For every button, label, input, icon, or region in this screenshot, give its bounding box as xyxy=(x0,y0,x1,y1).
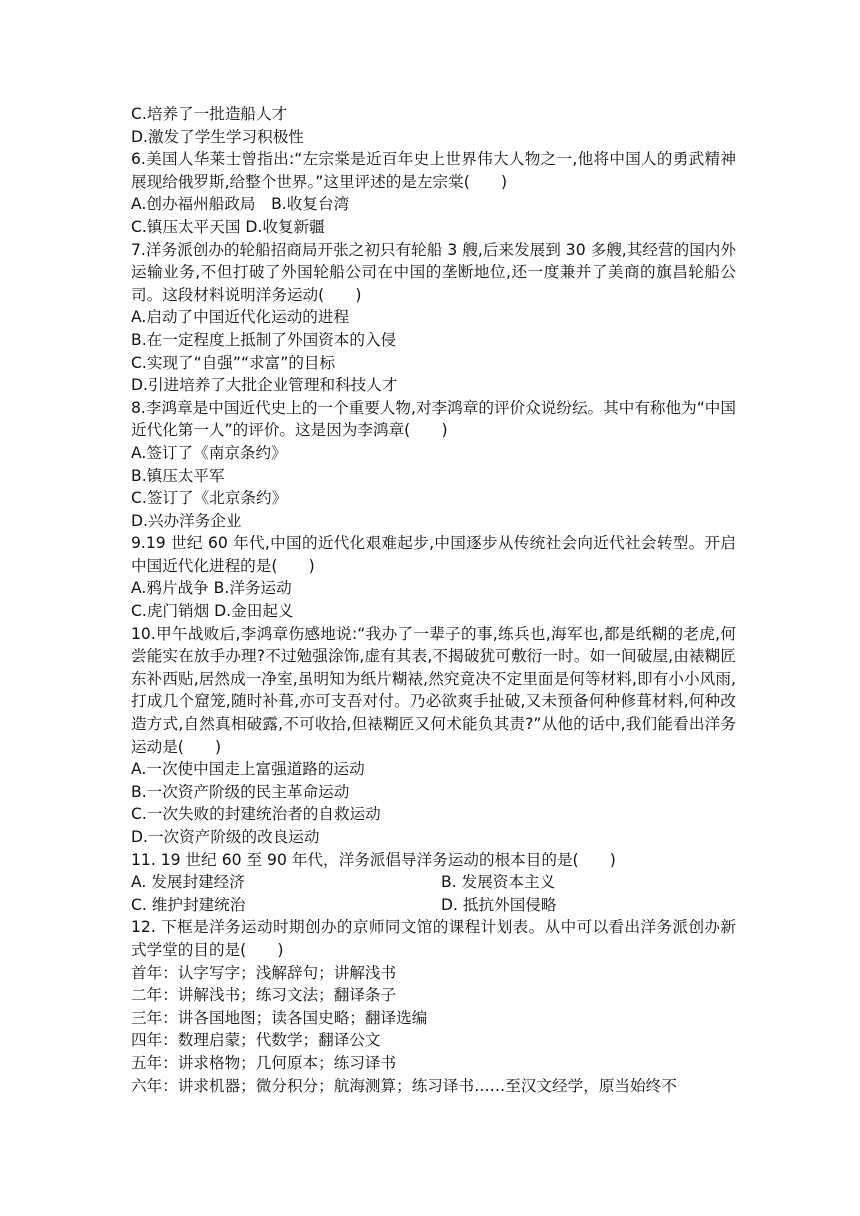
q8-option-c: C.签订了《北京条约》 xyxy=(131,489,288,508)
q10-option-d: D.一次资产阶级的改良运动 xyxy=(131,828,320,846)
q5-option-c: C.培养了一批造船人才 xyxy=(131,105,288,123)
q7-option-a: A.启动了中国近代化运动的进程 xyxy=(131,308,350,327)
q6-options-cd: C.镇压太平天国 D.收复新疆 xyxy=(131,217,325,236)
q9-stem: 9.19 世纪 60 年代,中国的近代化艰难起步,中国逐步从传统社会向近代社会转型。开启中国近代化进程的是( ) xyxy=(131,534,736,575)
q8-option-a: A.签订了《南京条约》 xyxy=(131,443,287,462)
q5-option-d: D.激发了学生学习积极性 xyxy=(131,127,304,146)
q11-option-c: C. 维护封建统治 xyxy=(131,895,246,914)
q10-option-c: C.一次失败的封建统治者的自救运动 xyxy=(131,805,381,824)
q9-options-ab: A.鸦片战争 B.洋务运动 xyxy=(131,579,292,598)
q7-option-d: D.引进培养了大批企业管理和科技人才 xyxy=(131,376,398,395)
q7-stem: 7.洋务派创办的轮船招商局开张之初只有轮船 3 艘,后来发展到 30 多艘,其经营的国内外运输业务,不但打破了外国轮船公司在中国的垄断地位,还一度兼并了美商的旗昌轮船公司。这段材料说明洋务运动( ) xyxy=(131,240,736,304)
q11-options-row-1 xyxy=(131,871,736,894)
q9-options-cd: C.虎门销烟 D.金田起义 xyxy=(131,602,294,621)
q12-stem: 12. 下框是洋务运动时期创办的京师同文馆的课程计划表。从中可以看出洋务派创办新式学堂的目的是( ) xyxy=(131,918,736,959)
question-text-column xyxy=(131,103,736,1097)
q11-options-row-2 xyxy=(131,894,736,917)
curriculum-year-1: 首年：认字写字；浅解辞句；讲解浅书 xyxy=(131,963,397,982)
q10-option-b: B.一次资产阶级的民主革命运动 xyxy=(131,782,350,801)
q11-option-a: A. 发展封建经济 xyxy=(131,873,245,892)
q6-stem: 6.美国人华莱士曾指出:“左宗棠是近百年史上世界伟大人物之一,他将中国人的勇武精神展现给俄罗斯,给整个世界。”这里评述的是左宗棠( ) xyxy=(131,150,736,191)
curriculum-year-5: 五年：讲求格物；几何原本；练习译书 xyxy=(131,1053,397,1072)
curriculum-year-4: 四年：数理启蒙；代数学；翻译公文 xyxy=(131,1031,381,1050)
q8-option-d: D.兴办洋务企业 xyxy=(131,511,242,530)
q11-option-b: B. 发展资本主义 xyxy=(441,873,556,892)
curriculum-year-6: 六年：讲求机器；微分积分；航海测算；练习译书……至汉文经学，原当始终不 xyxy=(131,1076,677,1095)
q7-option-c: C.实现了“自强”“求富”的目标 xyxy=(131,353,336,372)
q6-options-ab: A.创办福州船政局 B.收复台湾 xyxy=(131,195,350,214)
curriculum-year-2: 二年：讲解浅书；练习文法；翻译条子 xyxy=(131,986,397,1005)
q11-option-d: D. 抵抗外国侵略 xyxy=(441,895,557,914)
q10-stem: 10.甲午战败后,李鸿章伤感地说:“我办了一辈子的事,练兵也,海军也,都是纸糊的老虎,何尝能实在放手办理?不过勉强涂饰,虚有其表,不揭破犹可敷衍一时。如一间破屋,由裱糊匠东补西贴,居然成一净室,虽明知为纸片糊裱,然究竟决不定里面是何等材料,即有小小风雨,打成几个窟笼,随时补葺,亦可支吾对付。乃必欲爽手扯破,又未预备何种修葺材料,何种改造方式,自然真相破露,不可收拾,但裱糊匠又何术能负其责?”从他的话中,我们能看出洋务运动是( ) xyxy=(131,624,736,756)
q10-option-a: A.一次使中国走上富强道路的运动 xyxy=(131,760,365,779)
q7-option-b: B.在一定程度上抵制了外国资本的入侵 xyxy=(131,330,397,349)
q8-stem: 8.李鸿章是中国近代史上的一个重要人物,对李鸿章的评价众说纷纭。其中有称他为“中国近代化第一人”的评价。这是因为李鸿章( ) xyxy=(131,398,736,440)
q8-option-b: B.镇压太平军 xyxy=(131,466,225,485)
curriculum-year-3: 三年：讲各国地图；读各国史略；翻译选编 xyxy=(131,1008,428,1027)
q11-stem: 11. 19 世纪 60 至 90 年代，洋务派倡导洋务运动的根本目的是( ) xyxy=(131,850,616,869)
